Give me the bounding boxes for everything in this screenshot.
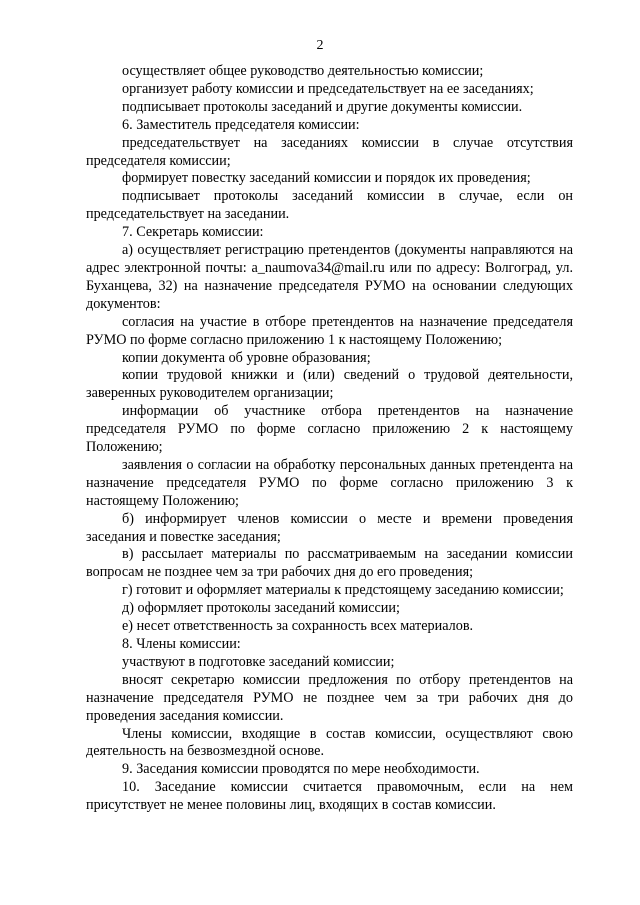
paragraph: копии документа об уровне образования; [122,349,371,366]
paragraph: 8. Члены комиссии: [122,636,241,652]
paragraph: согласия на участие в отборе претендентов на назначение председателя РУМО по форме согласно приложению 1 к настоящему Положению; [86,313,573,348]
paragraph: осуществляет общее руководство деятельностью комиссии; [122,63,484,79]
paragraph: 7. Секретарь комиссии: [122,224,264,241]
paragraph: е) несет ответственность за сохранность всех материалов. [122,618,474,635]
paragraph: подписывает протоколы заседаний комиссии в случае, если он председательствует на заседании. [86,188,573,223]
paragraph: д) оформляет протоколы заседаний комиссии; [122,600,400,617]
paragraph: 10. Заседание комиссии считается правомочным, если на нем присутствует не менее половины лиц, входящих в состав комиссии. [86,779,573,814]
paragraph: в) рассылает материалы по рассматриваемым на заседании комиссии вопросам не позднее чем за три рабочих дня до его проведения; [86,546,573,581]
paragraph: председательствует на заседаниях комиссии в случае отсутствия председателя комиссии; [86,134,573,169]
page-number: 2 [316,38,324,53]
paragraph: 6. Заместитель председателя комиссии: [122,116,360,133]
paragraph: копии трудовой книжки и (или) сведений о трудовой деятельности, заверенных руководителем организации; [86,367,573,402]
paragraph: формирует повестку заседаний комиссии и порядок их проведения; [122,170,531,187]
document-body [86,63,573,815]
paragraph: а) осуществляет регистрацию претендентов (документы направляются на адрес электронной почты: a_naumova34@mail.ru или по адресу: Волгоград, ул. Буханцева, 32) на назначение председателя РУМО на основании следующих документов: [86,242,573,312]
paragraph: участвуют в подготовке заседаний комиссии; [122,653,395,670]
paragraph: организует работу комиссии и председательствует на ее заседаниях; [122,80,534,97]
paragraph: г) готовит и оформляет материалы к предстоящему заседанию комиссии; [122,582,564,599]
paragraph: вносят секретарю комиссии предложения по отбору претендентов на назначение председателя РУМО не позднее чем за три рабочих дня до проведения заседания комиссии. [86,671,573,724]
paragraph: подписывает протоколы заседаний и другие документы комиссии. [122,98,523,115]
paragraph: заявления о согласии на обработку персональных данных претендента на назначение председателя РУМО по форме согласно приложению 3 к настоящему Положению; [86,456,573,509]
paragraph: б) информирует членов комиссии о месте и времени проведения заседания и повестке заседания; [86,510,573,545]
paragraph: Члены комиссии, входящие в состав комиссии, осуществляют свою деятельность на безвозмездной основе. [86,725,573,760]
paragraph: информации об участнике отбора претендентов на назначение председателя РУМО по форме согласно приложению 2 к настоящему Положению; [86,403,573,456]
paragraph: 9. Заседания комиссии проводятся по мере необходимости. [122,761,480,778]
